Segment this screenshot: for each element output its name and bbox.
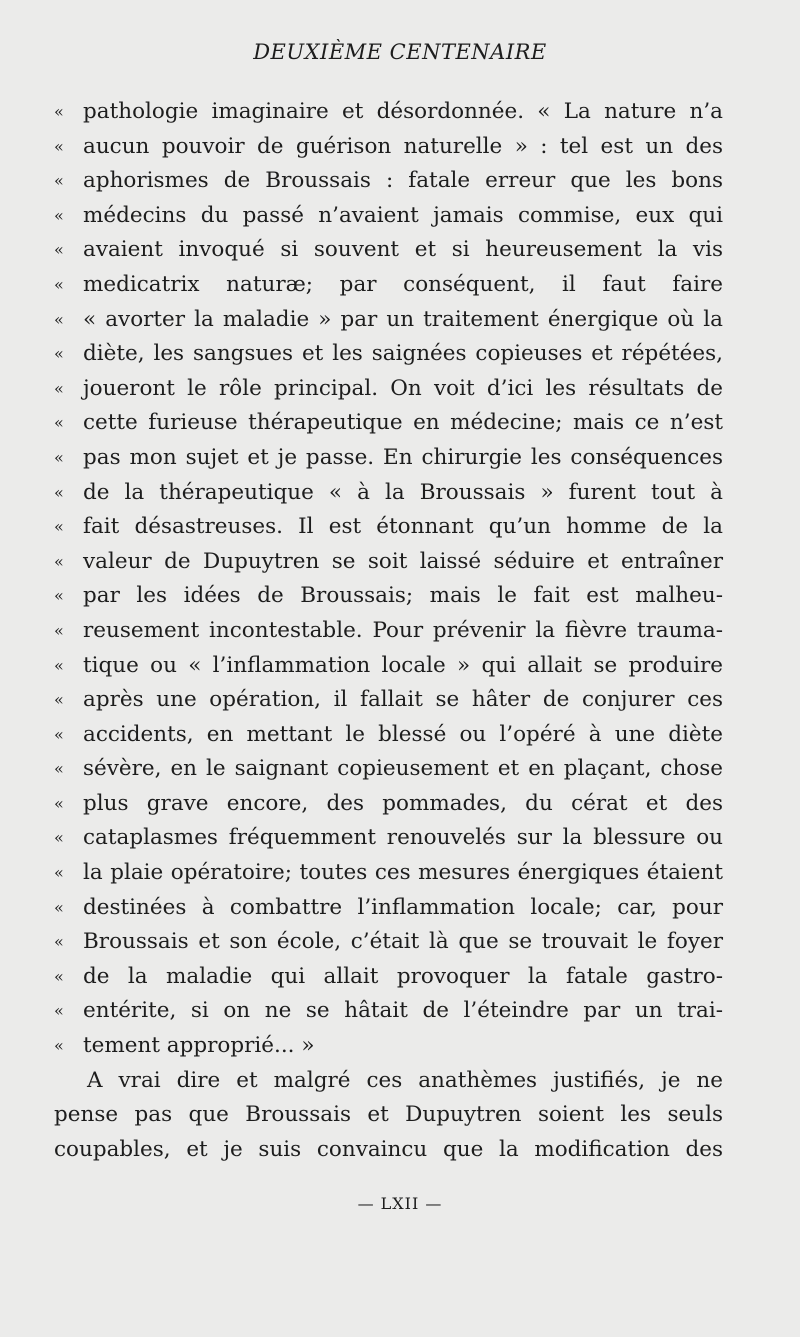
page-number: — LXII — — [357, 1194, 443, 1213]
text-line: « cataplasmes fréquemment renouvelés sur la blessure ou — [54, 821, 723, 856]
text-line: « aphorismes de Broussais : fatale erreur que les bons — [54, 164, 723, 199]
text-line: coupables, et je suis convaincu que la modification des — [54, 1136, 723, 1162]
text-line: « tique ou « l’inflammation locale » qui allait se produire — [54, 649, 723, 684]
text-line: « reusement incontestable. Pour prévenir la fièvre trauma- — [54, 614, 723, 649]
text-line: « plus grave encore, des pommades, du cérat et des — [54, 787, 723, 822]
text-line: « joueront le rôle principal. On voit d’ici les résultats de — [54, 372, 723, 407]
text-line: « aucun pouvoir de guérison naturelle » : tel est un des — [54, 130, 723, 165]
text-line: « entérite, si on ne se hâtait de l’éteindre par un trai- — [54, 994, 723, 1029]
text-line: « medicatrix naturæ; par conséquent, il faut faire — [54, 268, 723, 303]
text-line: « valeur de Dupuytren se soit laissé séduire et entraîner — [54, 545, 723, 580]
text-line: A vrai dire et malgré ces anathèmes justifiés, je ne — [87, 1067, 723, 1093]
body-text — [54, 95, 723, 1167]
text-line: « fait désastreuses. Il est étonnant qu’un homme de la — [54, 510, 723, 545]
text-line: « de la maladie qui allait provoquer la fatale gastro- — [54, 960, 723, 995]
text-line: « médecins du passé n’avaient jamais commise, eux qui — [54, 199, 723, 234]
text-line: « sévère, en le saignant copieusement et en plaçant, chose — [54, 752, 723, 787]
text-line: « tement approprié... » — [54, 1029, 723, 1064]
text-line: « de la thérapeutique « à la Broussais » furent tout à — [54, 476, 723, 511]
text-line: « Broussais et son école, c’était là que se trouvait le foyer — [54, 925, 723, 960]
text-line: « « avorter la maladie » par un traitement énergique où la — [54, 303, 723, 338]
text-line: pense pas que Broussais et Dupuytren soient les seuls — [54, 1102, 723, 1128]
text-line: « pathologie imaginaire et désordonnée. « La nature n’a — [54, 95, 723, 130]
running-head: DEUXIÈME CENTENAIRE — [253, 40, 547, 64]
text-line: « diète, les sangsues et les saignées copieuses et répétées, — [54, 337, 723, 372]
text-line: « destinées à combattre l’inflammation locale; car, pour — [54, 891, 723, 926]
text-line: « cette furieuse thérapeutique en médecine; mais ce n’est — [54, 406, 723, 441]
text-line: « par les idées de Broussais; mais le fait est malheu- — [54, 579, 723, 614]
text-line: « après une opération, il fallait se hâter de conjurer ces — [54, 683, 723, 718]
text-line: « pas mon sujet et je passe. En chirurgie les conséquences — [54, 441, 723, 476]
text-line: « avaient invoqué si souvent et si heureusement la vis — [54, 233, 723, 268]
text-line: « accidents, en mettant le blessé ou l’opéré à une diète — [54, 718, 723, 753]
text-line: « la plaie opératoire; toutes ces mesures énergiques étaient — [54, 856, 723, 891]
